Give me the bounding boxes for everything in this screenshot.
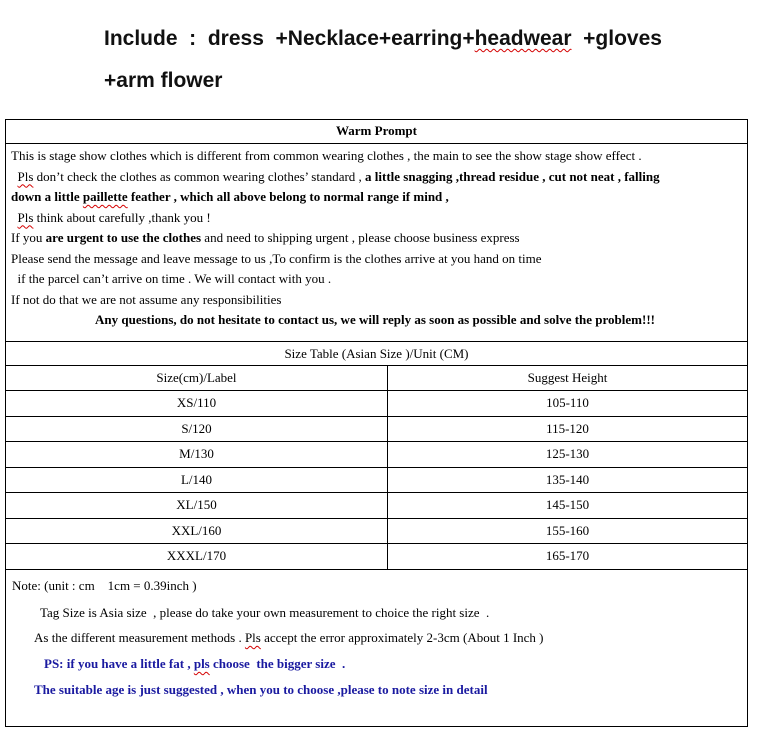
height-cell: 135-140 [388,467,748,493]
warm-line-3-bold-c: feather , which all above belong to normal range if mind , [127,189,449,204]
size-table-caption: Size Table (Asian Size )/Unit (CM) [6,341,747,366]
height-cell: 115-120 [388,416,748,442]
note-ps-b: choose the bigger size . [209,656,346,671]
note-age: The suitable age is just suggested , when you to choose ,please to note size in detail [34,682,488,697]
size-label-cell: XXXL/170 [6,544,388,570]
warm-prompt-body [6,143,747,343]
table-row [6,442,747,468]
table-row [6,493,747,519]
info-frame [5,119,748,727]
table-row [6,416,747,442]
size-label-cell: XL/150 [6,493,388,519]
size-label-cell: XXL/160 [6,518,388,544]
height-cell: 125-130 [388,442,748,468]
table-row [6,518,747,544]
note-measurement [34,630,544,646]
warm-line-4-text: think about carefully ,thank you ! [33,209,211,225]
height-cell: 165-170 [388,544,748,570]
note-ps-a: PS: if you have a little fat , [44,656,194,671]
warm-line-8: If not do that we are not assume any responsibilities [11,291,282,307]
height-cell: 145-150 [388,493,748,519]
warm-line-4 [11,208,747,229]
warm-line-6: Please send the message and leave message to us ,To confirm is the clothes arrive at you hand on time [11,250,542,266]
size-label-cell: M/130 [6,442,388,468]
warm-line-2-text: don’t check the clothes as common wearing clothes’ standard , [33,168,366,184]
table-row [6,391,747,417]
height-cell: 155-160 [388,518,748,544]
includes-line-2: +arm flower [104,69,223,92]
paillette-word: paillette [82,189,128,204]
warm-line-5-a: If you [11,230,46,245]
warm-prompt-title: Warm Prompt [6,120,747,144]
note-tag-size: Tag Size is Asia size , please do take your own measurement to choice the right size . [40,605,490,620]
suggest-height-header: Suggest Height [388,366,748,391]
size-table-header-row [6,366,747,391]
pls-word: Pls [17,209,34,225]
size-label-cell: S/120 [6,416,388,442]
warm-line-3-bold-a: down a little [11,189,83,204]
size-table [6,365,747,570]
pls-word: Pls [17,168,34,184]
table-row [6,544,747,570]
pls-word: pls [193,656,210,671]
includes-text: Include : dress +Necklace+earring+ [104,27,475,50]
warm-line-5-c: and need to shipping urgent , please choose business express [201,230,520,245]
includes-gloves: +gloves [571,27,662,50]
contact-notice: Any questions, do not hesitate to contact us, we will reply as soon as possible and solve the problem!!! [94,312,655,327]
size-label-header: Size(cm)/Label [6,366,388,391]
note-measurement-a: As the different measurement methods . [34,630,245,645]
includes-headwear: headwear [474,27,572,50]
warm-line-7: if the parcel can’t arrive on time . We will contact with you . [11,271,332,286]
warm-line-5 [11,228,747,249]
table-row [6,467,747,493]
note-ps-fat [44,656,345,672]
height-cell: 105-110 [388,391,748,417]
size-label-cell: L/140 [6,467,388,493]
pls-word: Pls [244,630,261,645]
note-measurement-b: accept the error approximately 2-3cm (About 1 Inch ) [260,630,544,645]
includes-line-1 [104,18,662,60]
warm-line-1: This is stage show clothes which is different from common wearing clothes , the main to see the show stage show effect . [11,148,642,163]
warm-line-5-bold: are urgent to use the clothes [45,230,202,245]
size-label-cell: XS/110 [6,391,388,417]
warm-line-2-bold: a little snagging ,thread residue , cut not neat , falling [365,168,660,184]
warm-line-2 [11,167,747,188]
note-unit: Note: (unit : cm 1cm = 0.39inch ) [12,578,197,593]
warm-line-3 [11,187,747,208]
product-includes-header [104,18,662,102]
